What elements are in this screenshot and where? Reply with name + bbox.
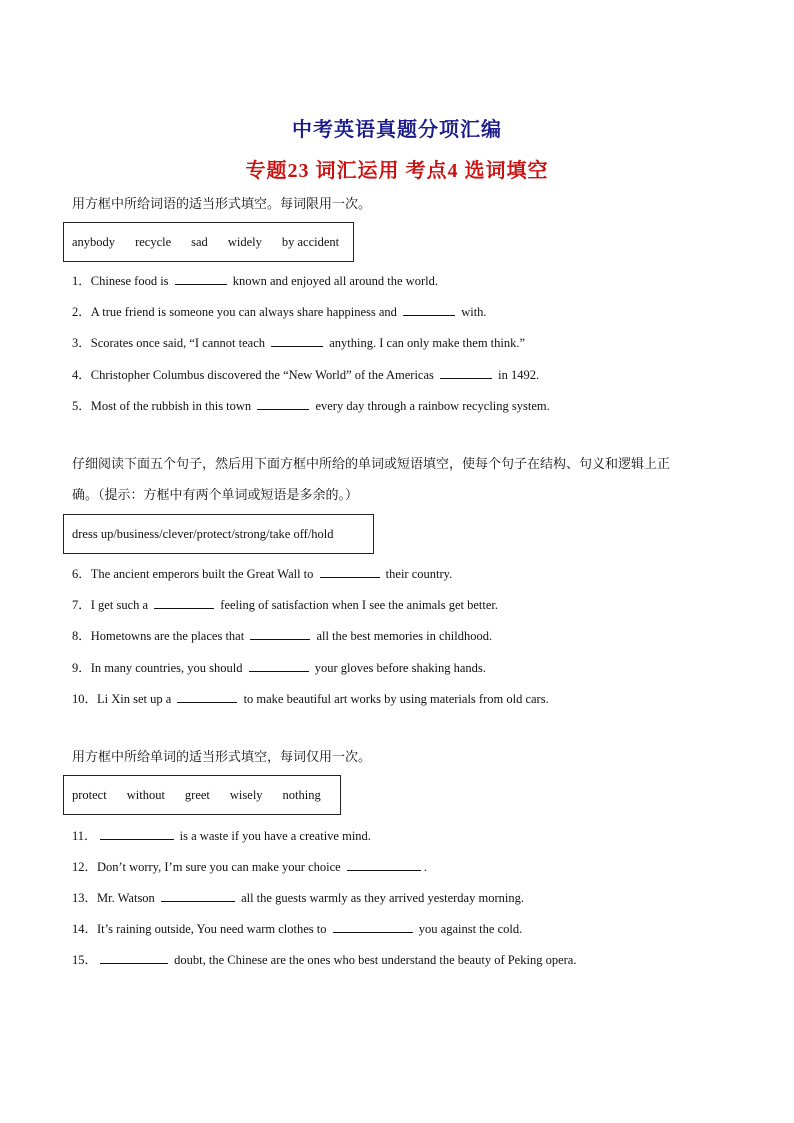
word-option: wisely bbox=[229, 787, 263, 802]
question-7 bbox=[72, 595, 752, 613]
word-option: widely bbox=[227, 234, 262, 249]
question-text-before: Mr. Watson bbox=[97, 891, 158, 905]
question-text-after: all the best memories in childhood. bbox=[313, 629, 493, 643]
question-text-after: doubt, the Chinese are the ones who best understand the beauty of Peking opera. bbox=[171, 953, 577, 967]
word-option: without bbox=[126, 787, 165, 802]
question-text-before: Christopher Columbus discovered the “New World” of the Americas bbox=[90, 368, 438, 382]
word-option: nothing bbox=[282, 787, 321, 802]
question-text-before: Chinese food is bbox=[90, 274, 172, 288]
question-text-after: their country. bbox=[382, 567, 453, 581]
question-number: 8． bbox=[72, 629, 91, 643]
question-text-after: all the guests warmly as they arrived yesterday morning. bbox=[237, 891, 524, 905]
question-number: 6． bbox=[72, 567, 91, 581]
question-number: 3． bbox=[72, 336, 91, 350]
answer-blank[interactable] bbox=[154, 597, 214, 609]
question-number: 14． bbox=[72, 922, 98, 936]
question-number: 13． bbox=[72, 891, 98, 905]
section1-word-box bbox=[63, 222, 354, 262]
question-text-before: Li Xin set up a bbox=[97, 692, 175, 706]
word-option: recycle bbox=[135, 234, 172, 249]
question-text-before: Don’t worry, I’m sure you can make your choice bbox=[97, 860, 344, 874]
question-6 bbox=[72, 564, 752, 582]
answer-blank[interactable] bbox=[161, 890, 235, 902]
question-text-after: is a waste if you have a creative mind. bbox=[176, 829, 371, 843]
question-text-before: The ancient emperors built the Great Wall to bbox=[90, 567, 317, 581]
word-option: dress up/business/clever/protect/strong/take off/hold bbox=[72, 526, 334, 541]
question-3 bbox=[72, 333, 752, 351]
question-4 bbox=[72, 365, 752, 383]
word-option: protect bbox=[72, 787, 107, 802]
answer-blank[interactable] bbox=[177, 691, 237, 703]
question-13 bbox=[72, 888, 752, 906]
question-5 bbox=[72, 396, 752, 414]
question-number: 11． bbox=[72, 829, 97, 843]
question-number: 2． bbox=[72, 305, 91, 319]
question-number: 5． bbox=[72, 399, 91, 413]
question-text-after: . bbox=[423, 860, 427, 874]
question-text-after: anything. I can only make them think.” bbox=[326, 336, 526, 350]
question-10 bbox=[72, 689, 752, 707]
answer-blank[interactable] bbox=[100, 828, 174, 840]
question-text-before: It’s raining outside, You need warm clothes to bbox=[97, 922, 330, 936]
question-number: 15． bbox=[72, 953, 98, 967]
question-number: 7． bbox=[72, 598, 91, 612]
question-number: 12． bbox=[72, 860, 98, 874]
answer-blank[interactable] bbox=[257, 398, 309, 410]
question-8 bbox=[72, 626, 752, 644]
word-option: by accident bbox=[281, 234, 340, 249]
question-text-before: Most of the rubbish in this town bbox=[90, 399, 255, 413]
question-text-after: in 1492. bbox=[495, 368, 540, 382]
question-text-after: every day through a rainbow recycling system. bbox=[312, 399, 550, 413]
question-number: 9． bbox=[72, 661, 91, 675]
question-number: 4． bbox=[72, 368, 91, 382]
answer-blank[interactable] bbox=[250, 628, 310, 640]
answer-blank[interactable] bbox=[320, 566, 380, 578]
question-2 bbox=[72, 302, 752, 320]
section3-word-box bbox=[63, 775, 341, 815]
question-text-before: Hometowns are the places that bbox=[90, 629, 248, 643]
question-text-after: to make beautiful art works by using materials from old cars. bbox=[240, 692, 549, 706]
page-title: 中考英语真题分项汇编 bbox=[292, 119, 502, 141]
word-option: sad bbox=[191, 234, 208, 249]
answer-blank[interactable] bbox=[347, 859, 421, 871]
page-subtitle: 专题23 词汇运用 考点4 选词填空 bbox=[245, 160, 549, 182]
answer-blank[interactable] bbox=[271, 335, 323, 347]
question-11 bbox=[72, 826, 752, 844]
question-1 bbox=[72, 271, 752, 289]
answer-blank[interactable] bbox=[100, 952, 168, 964]
question-14 bbox=[72, 919, 752, 937]
word-option: anybody bbox=[72, 234, 116, 249]
section2-instruction-line2: 确。（提示：方框中有两个单词或短语是多余的。） bbox=[72, 488, 359, 503]
question-9 bbox=[72, 658, 752, 676]
section2-word-box bbox=[63, 514, 374, 554]
question-text-after: known and enjoyed all around the world. bbox=[229, 274, 438, 288]
question-text-after: your gloves before shaking hands. bbox=[311, 661, 486, 675]
question-text-before: In many countries, you should bbox=[90, 661, 246, 675]
question-text-after: with. bbox=[458, 305, 487, 319]
answer-blank[interactable] bbox=[175, 273, 227, 285]
word-option: greet bbox=[184, 787, 210, 802]
answer-blank[interactable] bbox=[440, 367, 492, 379]
section3-instruction: 用方框中所给单词的适当形式填空，每词仅用一次。 bbox=[72, 750, 372, 765]
section2-instruction-line1: 仔细阅读下面五个句子，然后用下面方框中所给的单词或短语填空，使每个句子在结构、句义和逻辑上正 bbox=[72, 457, 671, 472]
answer-blank[interactable] bbox=[403, 304, 455, 316]
section1-instruction: 用方框中所给词语的适当形式填空。每词限用一次。 bbox=[72, 197, 372, 212]
answer-blank[interactable] bbox=[333, 921, 413, 933]
question-number: 1． bbox=[72, 274, 91, 288]
question-text-before: A true friend is someone you can always share happiness and bbox=[90, 305, 401, 319]
question-text-before: I get such a bbox=[90, 598, 152, 612]
question-text-after: feeling of satisfaction when I see the animals get better. bbox=[217, 598, 498, 612]
question-15 bbox=[72, 950, 752, 968]
answer-blank[interactable] bbox=[249, 660, 309, 672]
question-number: 10． bbox=[72, 692, 98, 706]
question-text-after: you against the cold. bbox=[415, 922, 523, 936]
question-12 bbox=[72, 857, 752, 875]
question-text-before: Scorates once said, “I cannot teach bbox=[90, 336, 269, 350]
